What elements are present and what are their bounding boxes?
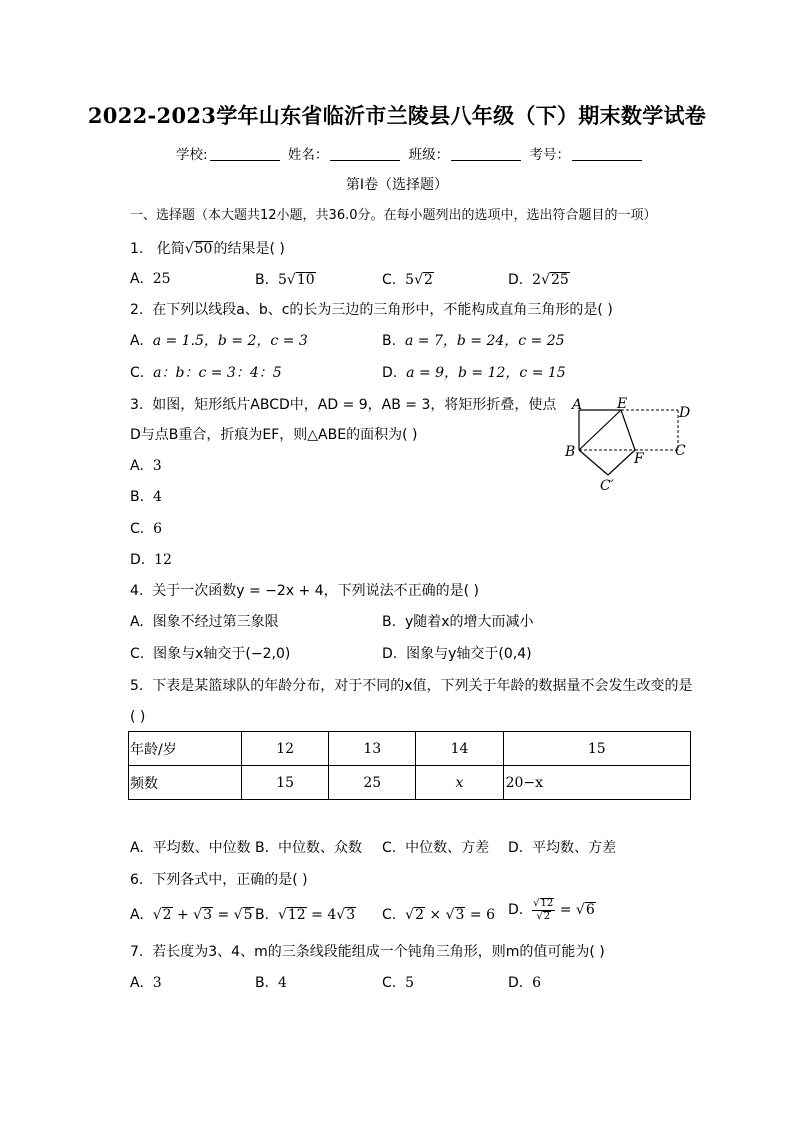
radicand: 2 — [415, 907, 424, 923]
radicand: 2 — [543, 910, 551, 922]
q3-option-a — [130, 459, 162, 473]
q2-option-a — [130, 334, 308, 348]
operator: = — [555, 902, 576, 918]
question-number: 6. — [130, 872, 144, 888]
option-label: A. — [130, 333, 144, 349]
option-label: B. — [255, 272, 270, 288]
q1-option-b: B. 5√10 — [255, 272, 315, 288]
table-cell: 15 — [503, 732, 690, 766]
operator: = 6 — [465, 907, 496, 923]
q6-option-b: B. √12 = 4√3 — [255, 907, 356, 923]
option-label: D. — [508, 975, 524, 991]
question-stem: 下列各式中，正确的是( ) — [152, 872, 308, 888]
radicand: 3 — [203, 907, 213, 923]
option-label: A. — [130, 907, 144, 923]
page-title: 2022-2023学年山东省临沂市兰陵县八年级（下）期末数学试卷 — [87, 103, 707, 128]
option-label: A. — [130, 614, 144, 630]
q7-option-c — [382, 976, 414, 990]
q2-option-b — [382, 334, 565, 348]
q2-option-c — [130, 366, 282, 380]
segment-be — [579, 410, 621, 450]
label-b: B — [565, 444, 576, 460]
q5-option-b — [255, 841, 362, 855]
folded-rectangle-figure — [560, 395, 700, 495]
question-number: 2. — [130, 302, 144, 318]
question-5-bracket: ( ) — [130, 709, 146, 725]
radicand: 2 — [162, 907, 172, 923]
option-value: a = 7，b = 24，c = 25 — [404, 333, 565, 349]
question-1: 1. 化简√50的结果是( ) — [130, 241, 285, 257]
exam-number-label: 考号： — [529, 147, 570, 163]
section-heading: 一、选择题（本大题共12小题，共36.0分。在每小题列出的选项中，选出符合题目的一项） — [130, 208, 657, 223]
q3-option-b — [130, 490, 162, 504]
option-value: 3 — [152, 458, 162, 474]
question-stem: 如图，矩形纸片ABCD中，AD = 9，AB = 3，将矩形折叠，使点 — [152, 397, 557, 413]
radicand: 10 — [296, 272, 315, 288]
option-value: 4 — [152, 489, 162, 505]
operator: = — [213, 907, 234, 923]
option-value: 12 — [154, 552, 172, 568]
label-f: F — [634, 451, 644, 467]
q7-option-b — [255, 976, 287, 990]
option-value: a = 1.5，b = 2，c = 3 — [152, 333, 308, 349]
table-cell: 13 — [329, 732, 416, 766]
label-a: A — [572, 397, 583, 413]
q4-option-a — [130, 615, 279, 629]
q5-option-c — [382, 841, 489, 855]
option-value: 4 — [277, 975, 287, 991]
option-value: 图象不经过第三象限 — [152, 614, 279, 630]
question-stem: 下表是某篮球队的年龄分布，对于不同的x值，下列关于年龄的数据量不会发生改变的是 — [152, 678, 693, 694]
option-label: D. — [130, 552, 146, 568]
option-value: 平均数、方差 — [532, 840, 617, 856]
question-stem-end: 的结果是( ) — [213, 241, 285, 257]
question-2 — [130, 303, 613, 317]
question-4 — [130, 584, 479, 598]
option-label: D. — [508, 902, 524, 918]
q7-option-d — [508, 976, 541, 990]
option-label: D. — [508, 272, 524, 288]
q5-option-a — [130, 841, 251, 855]
radicand: 25 — [550, 272, 569, 288]
q2-option-d — [382, 366, 566, 380]
option-label: B. — [382, 614, 397, 630]
operator: = 4 — [306, 907, 337, 923]
table-cell: 频数 — [129, 766, 242, 800]
option-label: D. — [508, 840, 524, 856]
question-number: 7. — [130, 944, 144, 960]
q1-option-a — [130, 272, 171, 286]
question-6 — [130, 873, 308, 887]
segment-c-prime-f — [608, 450, 635, 475]
question-5 — [130, 679, 693, 693]
option-label: C. — [382, 975, 397, 991]
table-row — [129, 766, 691, 800]
name-label: 姓名： — [287, 147, 329, 163]
option-label: B. — [255, 840, 270, 856]
q6-option-c: C. √2 × √3 = 6 — [382, 907, 496, 923]
option-label: A. — [130, 975, 144, 991]
option-value: 平均数、中位数 — [152, 840, 251, 856]
option-value: 5 — [277, 272, 287, 288]
question-stem: 若长度为3、4、m的三条线段能组成一个钝角三角形，则m的值可能为( ) — [152, 944, 605, 960]
option-value: 5 — [405, 975, 415, 991]
radicand: 6 — [585, 902, 595, 919]
question-7 — [130, 945, 605, 959]
q4-option-c — [130, 647, 290, 661]
segment-bc-prime — [579, 450, 608, 475]
option-value: 3 — [152, 975, 162, 991]
q6-option-d: D. $\frac{√12}{√2}$ = √6 — [508, 898, 595, 922]
table-cell: x — [416, 766, 503, 800]
option-label: B. — [255, 907, 270, 923]
class-blank — [451, 148, 521, 161]
table-cell: 20−x — [503, 766, 690, 800]
label-c-prime: C′ — [600, 478, 614, 494]
student-info-line — [176, 148, 646, 163]
radicand: 3 — [455, 907, 465, 923]
q6-option-a: A. √2 + √3 = √5 — [130, 907, 253, 923]
question-number: 1. — [130, 241, 144, 257]
name-blank — [330, 148, 400, 161]
option-label: C. — [130, 365, 145, 381]
option-label: A. — [130, 458, 144, 474]
option-label: C. — [130, 646, 145, 662]
label-e: E — [617, 396, 628, 412]
radicand: 2 — [423, 272, 433, 288]
table-cell: 25 — [329, 766, 416, 800]
q3-option-c — [130, 522, 162, 536]
radicand: 3 — [346, 907, 356, 923]
radicand: 12 — [287, 907, 306, 923]
option-label: C. — [382, 840, 397, 856]
option-label: A. — [130, 840, 144, 856]
option-value: 6 — [153, 521, 163, 537]
question-3-line-2: D与点B重合，折痕为EF，则△ABE的面积为( ) — [130, 427, 418, 443]
table-cell: 14 — [416, 732, 503, 766]
option-label: C. — [130, 521, 145, 537]
option-value: 6 — [532, 975, 542, 991]
school-blank — [210, 148, 280, 161]
option-value: a = 9，b = 12，c = 15 — [406, 365, 566, 381]
numerator: √12 — [533, 898, 554, 909]
option-value: 25 — [152, 271, 171, 287]
option-label: D. — [382, 646, 398, 662]
volume-heading: 第I卷（选择题） — [345, 177, 449, 193]
q3-option-d — [130, 553, 172, 567]
radicand: 12 — [540, 898, 554, 909]
option-label: A. — [130, 271, 144, 287]
table-cell: 15 — [242, 766, 329, 800]
option-value: 2 — [532, 272, 542, 288]
label-d: D — [679, 405, 691, 421]
option-label: C. — [382, 272, 397, 288]
option-value: a：b：c = 3：4：5 — [153, 365, 282, 381]
q1-option-c: C. 5√2 — [382, 272, 433, 288]
age-distribution-table — [128, 731, 691, 800]
table-cell: 年龄/岁 — [129, 732, 242, 766]
option-label: C. — [382, 907, 397, 923]
q4-option-d — [382, 647, 532, 661]
fraction — [532, 898, 555, 922]
option-value: y随着x的增大而减小 — [404, 614, 534, 630]
question-stem: 在下列以线段a、b、c的长为三边的三角形中，不能构成直角三角形的是( ) — [152, 302, 613, 318]
label-c: C — [675, 443, 686, 459]
q4-option-b — [382, 615, 534, 629]
segment-ef — [621, 410, 635, 450]
table-cell: 12 — [242, 732, 329, 766]
exam-number-blank — [572, 148, 642, 161]
q7-option-a — [130, 976, 162, 990]
class-label: 班级： — [408, 147, 450, 163]
operator: × — [424, 907, 446, 923]
radicand: 5 — [243, 907, 253, 923]
radicand: 50 — [194, 241, 213, 257]
option-value: 5 — [405, 272, 415, 288]
denominator: √2 — [536, 910, 551, 922]
question-3 — [130, 398, 556, 412]
option-label: B. — [255, 975, 270, 991]
operator: + — [172, 907, 194, 923]
option-value: 图象与x轴交于(−2,0) — [153, 646, 291, 662]
table-row — [129, 732, 691, 766]
option-label: B. — [130, 489, 145, 505]
q5-option-d — [508, 841, 616, 855]
option-label: B. — [382, 333, 397, 349]
q1-option-d: D. 2√25 — [508, 272, 569, 288]
option-value: 中位数、众数 — [277, 840, 362, 856]
school-label: 学校: — [176, 147, 208, 163]
question-number: 3. — [130, 397, 144, 413]
question-number: 5. — [130, 678, 144, 694]
option-label: D. — [382, 365, 398, 381]
option-value: 中位数、方差 — [405, 840, 490, 856]
option-value: 图象与y轴交于(0,4) — [406, 646, 532, 662]
question-stem: 关于一次函数y = −2x + 4，下列说法不正确的是( ) — [152, 583, 480, 599]
question-number: 4. — [130, 583, 144, 599]
question-stem: 化简 — [156, 241, 185, 257]
